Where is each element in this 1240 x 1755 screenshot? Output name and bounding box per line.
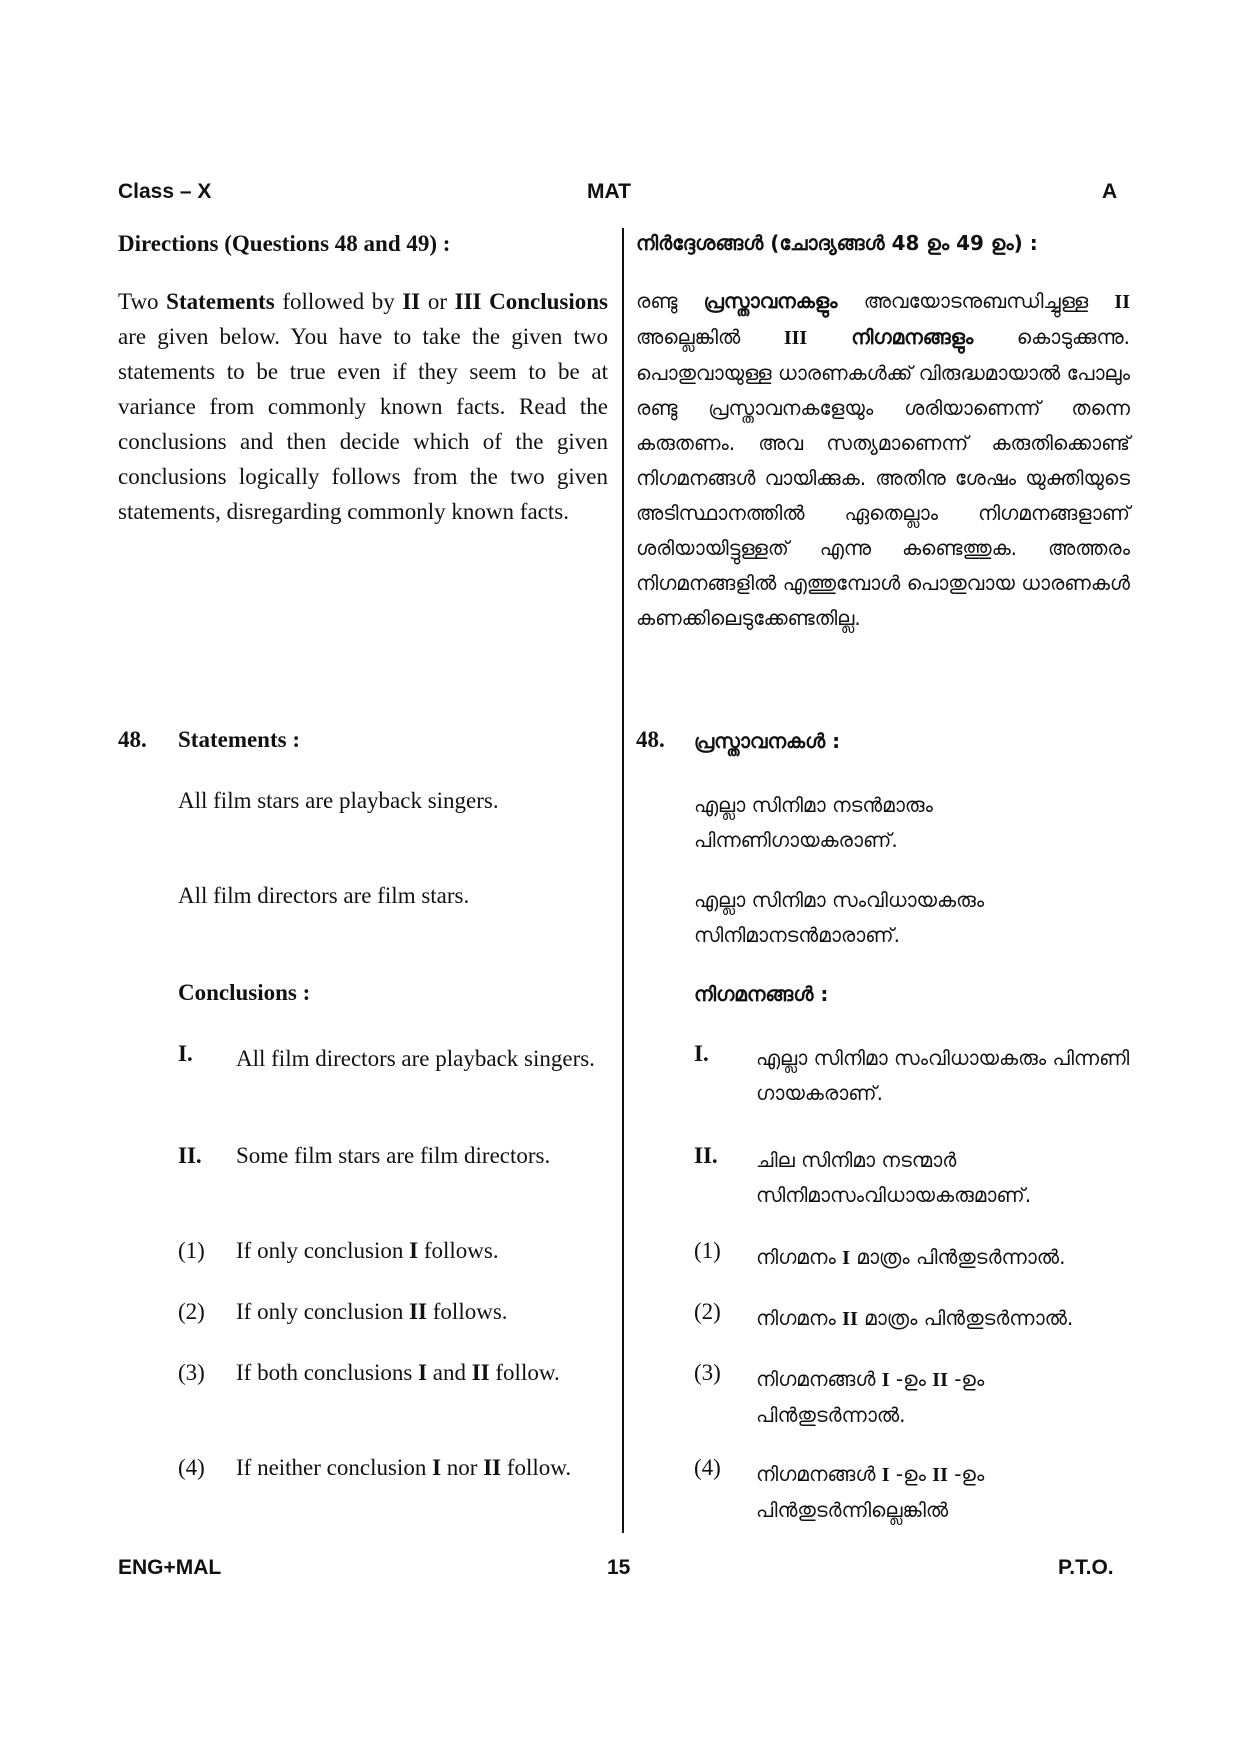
option-label: (4) xyxy=(694,1455,721,1480)
option-label: (3) xyxy=(694,1360,721,1385)
option-text: നിഗമനങ്ങൾ I -ഉം II -ഉം പിൻതുടർന്നാൽ. xyxy=(756,1367,985,1427)
directions-text-en: Two Statements followed by II or III Conclusions are given below. You have to take the given two statements to be true even if they seem to be at variance from commonly known facts. Read the conclusions and then decide which of the given conclusions logically follows from the two given statements, disregarding commonly known facts. xyxy=(118,289,608,524)
option-label: (1) xyxy=(178,1238,205,1263)
conclusion-label: II. xyxy=(694,1143,718,1168)
option-text: നിഗമനം II മാത്രം പിൻതുടർന്നാൽ. xyxy=(756,1306,1074,1330)
column-divider xyxy=(622,228,624,1533)
option-label: (2) xyxy=(694,1299,721,1324)
conclusion-text: ചില സിനിമാ നടന്മാർ സിനിമാസംവിധായകരുമാണ്. xyxy=(756,1148,1032,1207)
conclusion-label: I. xyxy=(694,1041,709,1066)
statements-title-ml: പ്രസ്താവനകൾ : xyxy=(694,729,841,753)
header-class: Class – X xyxy=(118,180,212,203)
statement-1-en: All film stars are playback singers. xyxy=(178,788,499,813)
option-text: If neither conclusion I nor II follow. xyxy=(236,1455,572,1480)
option-text: If only conclusion I follows. xyxy=(236,1238,499,1263)
option-text: നിഗമനം I മാത്രം പിൻതുടർന്നാൽ. xyxy=(756,1245,1066,1269)
conclusions-title-en: Conclusions : xyxy=(178,980,311,1005)
question-number-en: 48. xyxy=(118,727,147,752)
header-version: A xyxy=(1102,180,1118,203)
conclusion-label: I. xyxy=(178,1041,193,1066)
option-label: (1) xyxy=(694,1238,721,1263)
page-number: 15 xyxy=(607,1556,631,1579)
directions-title-ml: നിർദ്ദേശങ്ങൾ (ചോദ്യങ്ങൾ 48 ഉം 49 ഉം) : xyxy=(636,231,1038,255)
conclusion-text: എല്ലാ സിനിമാ സംവിധായകരും പിന്നണി ഗായകരാണ്. xyxy=(756,1046,1130,1105)
conclusion-text: All film directors are playback singers. xyxy=(236,1046,595,1071)
statement-2-ml: എല്ലാ സിനിമാ സംവിധായകരും സിനിമാനടൻമാരാണ്. xyxy=(694,888,985,947)
option-text: If only conclusion II follows. xyxy=(236,1299,508,1324)
directions-title-en: Directions (Questions 48 and 49) : xyxy=(118,231,451,256)
footer-language: ENG+MAL xyxy=(118,1556,222,1579)
conclusion-text: Some film stars are film directors. xyxy=(236,1143,551,1168)
option-label: (4) xyxy=(178,1455,205,1480)
directions-text-ml: രണ്ടു പ്രസ്താവനകളും അവയോടനുബന്ധിച്ചുള്ള II അല്ലെങ്കിൽ III നിഗമനങ്ങളും കൊടുക്കുന്നു. പൊതുവായുള്ള ധാരണകൾക്ക് വിരുദ്ധമായാൽ പോലും രണ്ടു പ്രസ്താവനകളേയും ശരിയാണെന്ന് തന്നെ കരുതണം. അവ സത്യമാണെന്ന് കരുതിക്കൊണ്ട് നിഗമനങ്ങൾ വായിക്കുക. അതിനു ശേഷം യുക്തിയുടെ അടിസ്ഥാനത്തിൽ ഏതെല്ലാം നിഗമനങ്ങളാണ് ശരിയായിട്ടുള്ളത് എന്നു കണ്ടെത്തുക. അത്തരം നിഗമനങ്ങളിൽ എത്തുമ്പോൾ പൊതുവായ ധാരണകൾ കണക്കിലെടുക്കേണ്ടതില്ല. xyxy=(636,289,1130,630)
conclusion-label: II. xyxy=(178,1143,202,1168)
statement-1-ml: എല്ലാ സിനിമാ നടൻമാരും പിന്നണിഗായകരാണ്. xyxy=(694,793,933,852)
statement-2-en: All film directors are film stars. xyxy=(178,883,470,908)
option-text: If both conclusions I and II follow. xyxy=(236,1360,560,1385)
statements-title-en: Statements : xyxy=(178,727,300,752)
question-number-ml: 48. xyxy=(636,727,665,752)
conclusions-title-ml: നിഗമനങ്ങൾ : xyxy=(694,982,829,1006)
header-subject: MAT xyxy=(587,180,631,203)
option-label: (2) xyxy=(178,1299,205,1324)
footer-pto: P.T.O. xyxy=(1058,1556,1114,1579)
option-label: (3) xyxy=(178,1360,205,1385)
option-text: നിഗമനങ്ങൾ I -ഉം II -ഉം പിൻതുടർന്നില്ലെങ്കിൽ xyxy=(756,1462,985,1522)
